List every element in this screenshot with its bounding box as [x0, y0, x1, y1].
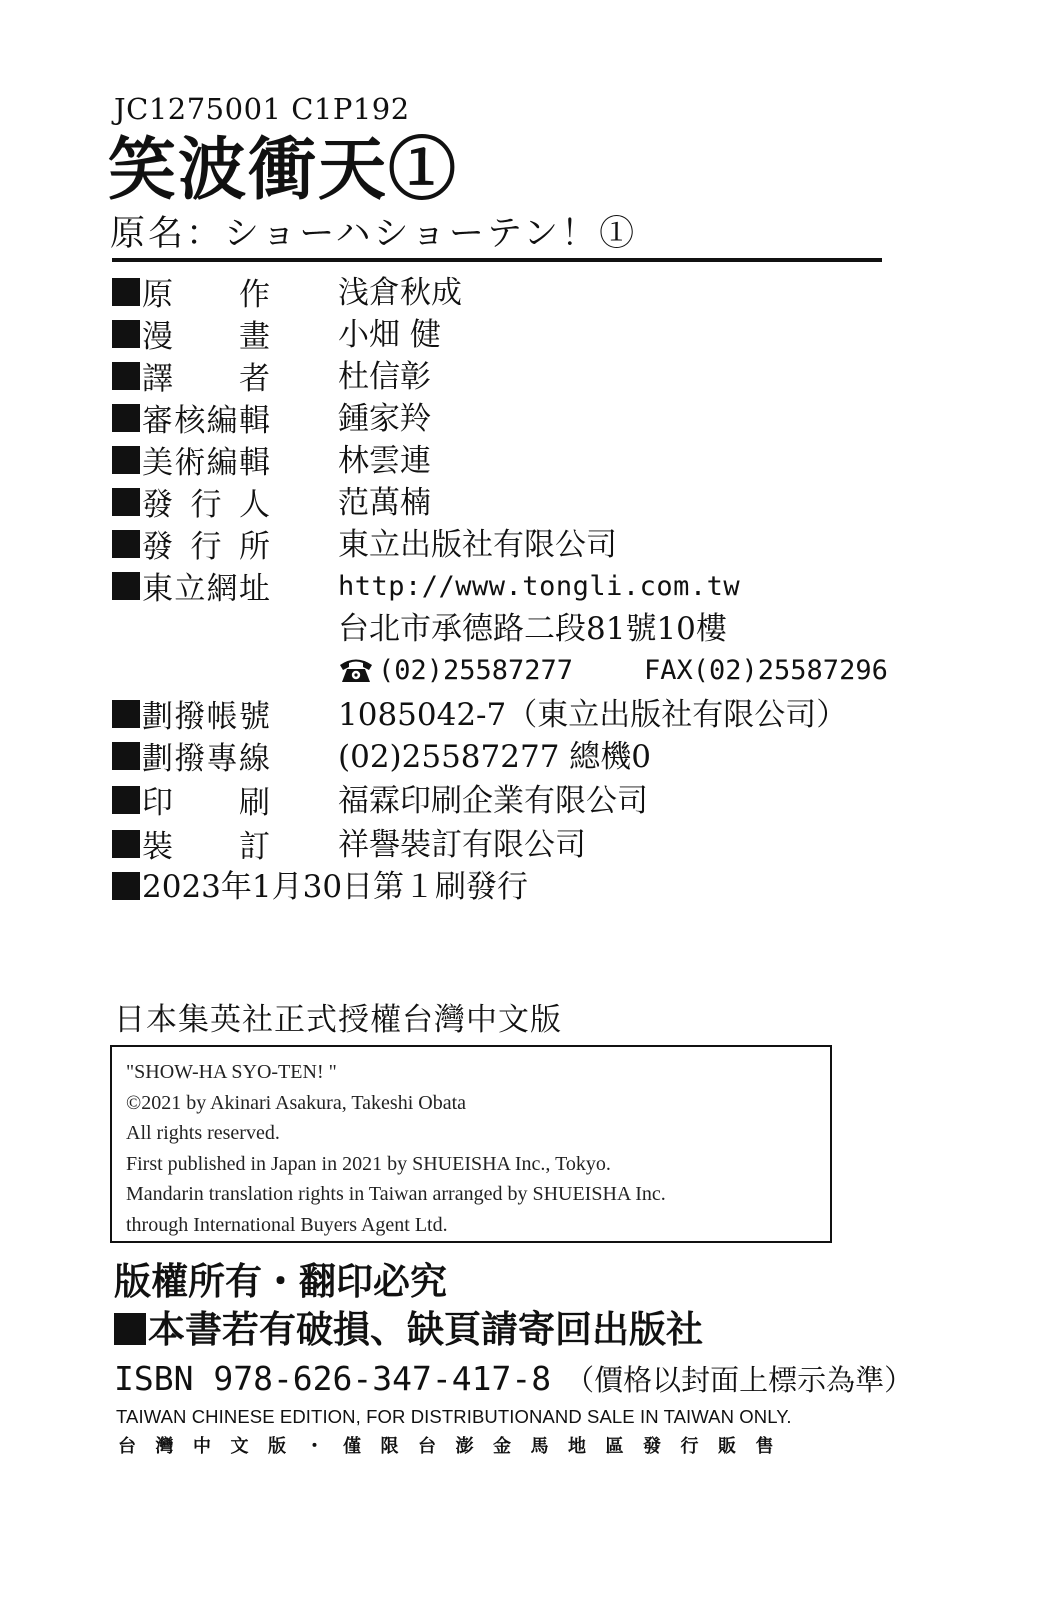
- phone-fax-line: [338, 650, 888, 692]
- fax-number: FAX(02)25587296: [644, 655, 888, 686]
- credit-row-binding: [112, 824, 586, 866]
- credit-value: 祥譽裝訂有限公司: [338, 827, 586, 863]
- credit-label: 發行人: [142, 486, 270, 523]
- print-date: 2023年1月30日第１刷發行: [142, 869, 529, 905]
- distribution-notice-en: TAIWAN CHINESE EDITION, FOR DISTRIBUTIONAND SALE IN TAIWAN ONLY.: [116, 1406, 792, 1427]
- damage-notice-row: [114, 1306, 703, 1352]
- credit-label: 東立網址: [142, 570, 270, 607]
- isbn-row: [114, 1356, 913, 1403]
- credit-label: 發行所: [142, 528, 270, 565]
- credit-row-postal-account: [112, 694, 848, 736]
- original-title: 原名：ショーハショーテン！①: [110, 214, 638, 254]
- credit-row-art-editor: [112, 440, 431, 482]
- bullet-square: [112, 786, 140, 814]
- book-title: 笑波衝天①: [108, 130, 459, 210]
- credit-row-printing: [112, 780, 648, 822]
- credit-value: (02)25587277 總機0: [338, 739, 651, 775]
- credit-value: 鍾家羚: [338, 401, 431, 437]
- bullet-square: [112, 404, 140, 432]
- rights-reserved: 版權所有・翻印必究: [114, 1259, 447, 1303]
- damage-notice: 本書若有破損、缺頁請寄回出版社: [148, 1307, 703, 1351]
- bullet-square: [112, 362, 140, 390]
- bullet-square: [112, 278, 140, 306]
- bullet-square: [112, 446, 140, 474]
- telephone-icon: [338, 655, 374, 683]
- copyright-box: [110, 1045, 832, 1243]
- credit-value: 范萬楠: [338, 485, 431, 521]
- credit-label: 裝 訂: [142, 828, 270, 865]
- credit-row-translator: [112, 356, 431, 398]
- bullet-square: [112, 742, 140, 770]
- copyright-line: First published in Japan in 2021 by SHUEISHA Inc., Tokyo.: [126, 1152, 611, 1175]
- bullet-square: [112, 488, 140, 516]
- copyright-line: "SHOW-HA SYO-TEN! ": [126, 1061, 337, 1083]
- credit-label: 原 作: [142, 276, 270, 313]
- credit-value: 林雲連: [338, 443, 431, 479]
- credit-label: 譯 者: [142, 360, 270, 397]
- bullet-square: [112, 830, 140, 858]
- credit-label: 美術編輯: [142, 444, 270, 481]
- credit-label: 印 刷: [142, 784, 270, 821]
- credit-row-publishing-house: [112, 524, 617, 566]
- copyright-line: All rights reserved.: [126, 1122, 280, 1144]
- bullet-square: [112, 320, 140, 348]
- credit-value: 福霖印刷企業有限公司: [338, 783, 648, 819]
- credit-row-author: [112, 272, 462, 314]
- credit-row-review-editor: [112, 398, 431, 440]
- authorized-edition: 日本集英社正式授權台灣中文版: [114, 1002, 562, 1038]
- address: 台北市承德路二段81號10樓: [338, 611, 727, 647]
- isbn: ISBN 978-626-347-417-8: [114, 1359, 552, 1398]
- copyright-line: through International Buyers Agent Ltd.: [126, 1213, 448, 1236]
- credit-value: 小畑 健: [338, 317, 441, 353]
- catalog-code: JC1275001 C1P192: [114, 92, 410, 126]
- credit-row-artist: [112, 314, 441, 356]
- phone-number: (02)25587277: [378, 655, 574, 686]
- copyright-line: ©2021 by Akinari Asakura, Takeshi Obata: [126, 1091, 467, 1114]
- credit-row-publisher: [112, 482, 431, 524]
- credit-value: 1085042-7（東立出版社有限公司）: [338, 697, 848, 733]
- title-divider: [112, 258, 882, 262]
- price-note: （價格以封面上標示為準）: [565, 1363, 914, 1397]
- bullet-square: [112, 530, 140, 558]
- credit-row-postal-line: [112, 736, 651, 778]
- copyright-line: Mandarin translation rights in Taiwan arranged by SHUEISHA Inc.: [126, 1183, 666, 1205]
- bullet-square: [114, 1313, 146, 1345]
- credit-label: 漫 畫: [142, 318, 270, 355]
- bullet-square: [112, 700, 140, 728]
- credit-label: 審核編輯: [142, 402, 270, 439]
- distribution-notice-zh: 台灣中文版・僅限台澎金馬地區發行販售: [118, 1436, 793, 1457]
- bullet-square: [112, 572, 140, 600]
- print-date-row: [112, 866, 528, 908]
- credit-value: 浅倉秋成: [338, 275, 462, 311]
- website-link[interactable]: http://www.tongli.com.tw: [338, 571, 741, 602]
- credit-row-website: [112, 566, 741, 608]
- bullet-square: [112, 872, 140, 900]
- credit-label: 劃撥專線: [142, 740, 270, 777]
- credit-label: 劃撥帳號: [142, 698, 270, 735]
- credit-value: 東立出版社有限公司: [338, 527, 617, 563]
- credit-value: 杜信彰: [338, 359, 431, 395]
